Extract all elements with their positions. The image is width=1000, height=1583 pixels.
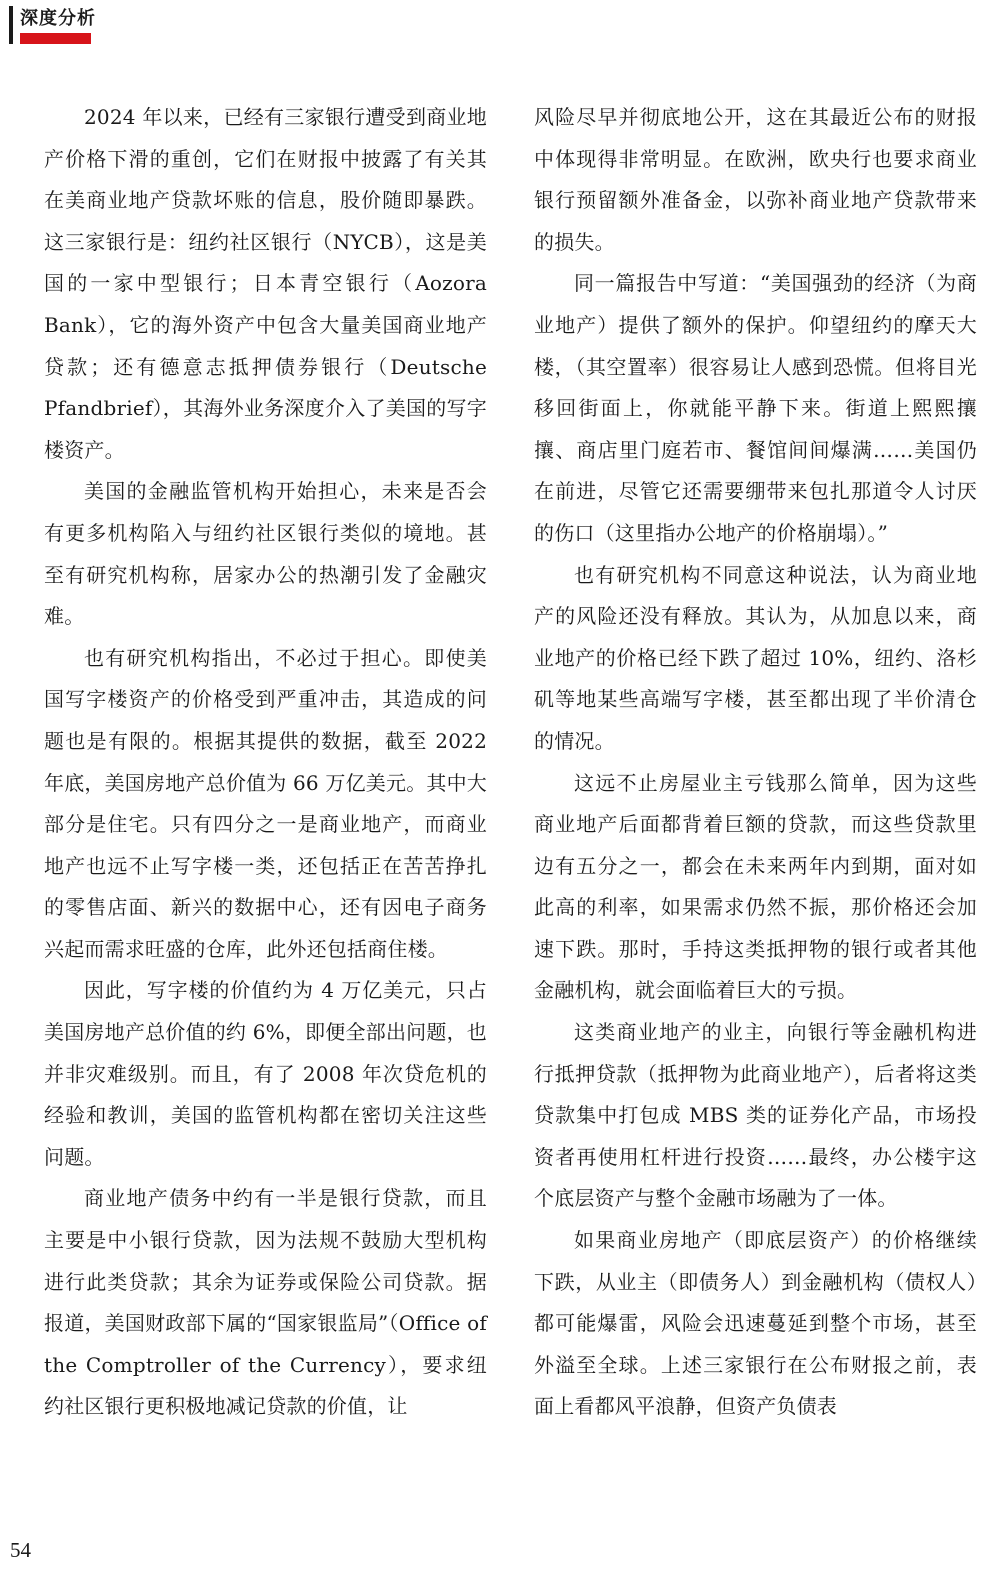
article-paragraph: 同一篇报告中写道：“美国强劲的经济（为商业地产）提供了额外的保护。仰望纽约的摩天大楼，（其空置率）很容易让人感到恐慌。但将目光移回街面上，你就能平静下来。街道上熙熙攘攘、商店里门庭若市、餐馆间间爆满……美国仍在前进，尽管它还需要绷带来包扎那道令人讨厌的伤口（这里指办公地产的价格崩塌）。” xyxy=(534,271,977,545)
header-underline-decoration xyxy=(20,33,91,44)
article-paragraph: 2024 年以来，已经有三家银行遭受到商业地产价格下滑的重创，它们在财报中披露了有关其在美商业地产贷款坏账的信息，股价随即暴跌。这三家银行是：纽约社区银行（NYCB），这是美国的一家中型银行；日本青空银行（Aozora Bank），它的海外资产中包含大量美国商业地产贷款；还有德意志抵押债券银行（Deutsche Pfandbrief），其海外业务深度介入了美国的写字楼资产。 xyxy=(44,105,487,462)
article-paragraph: 如果商业房地产（即底层资产）的价格继续下跌，从业主（即债务人）到金融机构（债权人）都可能爆雷，风险会迅速蔓延到整个市场，甚至外溢至全球。上述三家银行在公布财报之前，表面上看都风平浪静，但资产负债表 xyxy=(534,1228,977,1419)
article-paragraph: 因此，写字楼的价值约为 4 万亿美元，只占美国房地产总价值的约 6%，即便全部出问题，也并非灾难级别。而且，有了 2008 年次贷危机的经验和教训，美国的监管机构都在密切关注这些问题。 xyxy=(44,978,487,1169)
article-paragraph: 这类商业地产的业主，向银行等金融机构进行抵押贷款（抵押物为此商业地产），后者将这类贷款集中打包成 MBS 类的证券化产品，市场投资者再使用杠杆进行投资……最终，办公楼宇这个底层资产与整个金融市场融为了一体。 xyxy=(534,1020,977,1211)
article-paragraph: 也有研究机构指出，不必过于担心。即使美国写字楼资产的价格受到严重冲击，其造成的问题也是有限的。根据其提供的数据，截至 2022 年底，美国房地产总价值为 66 万亿美元。其中大部分是住宅。只有四分之一是商业地产，而商业地产也远不止写字楼一类，还包括正在苦苦挣扎的零售店面、新兴的数据中心，还有因电子商务兴起而需求旺盛的仓库，此外还包括商住楼。 xyxy=(44,645,487,961)
article-paragraph: 美国的金融监管机构开始担心，未来是否会有更多机构陷入与纽约社区银行类似的境地。甚至有研究机构称，居家办公的热潮引发了金融灾难。 xyxy=(44,479,487,629)
section-header xyxy=(0,0,120,50)
left-column xyxy=(44,97,487,1428)
right-column xyxy=(534,97,977,1428)
section-label: 深度分析 xyxy=(20,8,96,29)
header-bar-decoration xyxy=(9,6,13,44)
article-paragraph: 也有研究机构不同意这种说法，认为商业地产的风险还没有释放。其认为，从加息以来，商业地产的价格已经下跌了超过 10%，纽约、洛杉矶等地某些高端写字楼，甚至都出现了半价清仓的情况。 xyxy=(534,562,977,753)
article-paragraph: 风险尽早并彻底地公开，这在其最近公布的财报中体现得非常明显。在欧洲，欧央行也要求商业银行预留额外准备金，以弥补商业地产贷款带来的损失。 xyxy=(534,105,977,254)
article-paragraph: 这远不止房屋业主亏钱那么简单，因为这些商业地产后面都背着巨额的贷款，而这些贷款里边有五分之一，都会在未来两年内到期，面对如此高的利率，如果需求仍然不振，那价格还会加速下跌。那时，手持这类抵押物的银行或者其他金融机构，就会面临着巨大的亏损。 xyxy=(534,770,977,1003)
article-paragraph: 商业地产债务中约有一半是银行贷款，而且主要是中小银行贷款，因为法规不鼓励大型机构进行此类贷款；其余为证券或保险公司贷款。据报道，美国财政部下属的“国家银监局”（Office of the Comptroller of the Currency），要求纽约社区银行更积极地减记贷款的价值，让 xyxy=(44,1186,487,1419)
page-number: 54 xyxy=(10,1538,31,1562)
